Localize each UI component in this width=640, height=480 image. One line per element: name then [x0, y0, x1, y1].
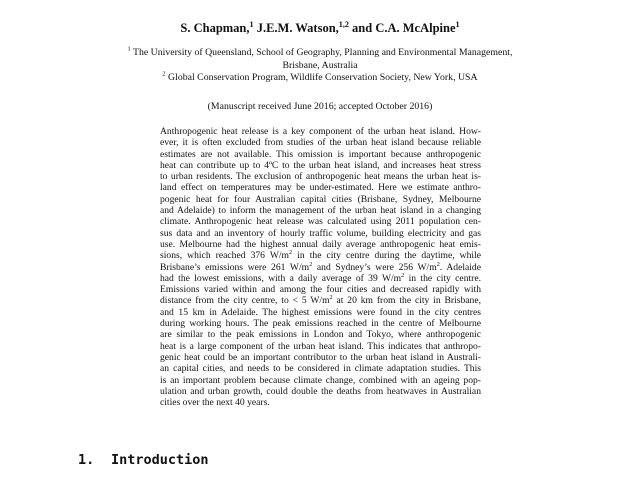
author-watson: J.E.M. Watson,	[253, 21, 339, 35]
unit-exponent: 2	[289, 249, 293, 257]
affiliation-1	[0, 46, 640, 72]
abstract-text: sions, which reached 376 W/m	[160, 250, 290, 262]
abstract-line: Anthropogenic heat release is a key component of the urban heat island. How-	[160, 126, 481, 137]
affiliation-1-line-1: The University of Queensland, School of Geography, Planning and Environmental Management,	[130, 47, 513, 58]
abstract-line	[160, 262, 481, 273]
abstract-line: ulation and urban growth, could double the deaths from heatwaves in Australian	[160, 385, 481, 397]
abstract-text: . Adelaide	[439, 261, 481, 273]
unit-exponent: 2	[436, 260, 440, 268]
abstract-line: and 15 km in Adelaide. The highest emissions were found in the city centres	[160, 306, 481, 318]
abstract-line: during working hours. The peak emissions reached in the centre of Melbourne	[160, 318, 481, 330]
affiliation-2-text: Global Conservation Program, Wildlife Conservation Society, New York, USA	[165, 72, 478, 83]
section-title: Introduction	[111, 452, 209, 468]
abstract-line: sus data and an inventory of hourly traffic volume, building electricity and gas	[160, 227, 481, 239]
abstract-line: pogenic heat for four Australian capital cities (Brisbane, Sydney, Melbourne	[160, 193, 481, 205]
abstract-line: ever, it is often excluded from studies of the urban heat island because reliable	[160, 137, 481, 149]
abstract-text: and Sydney’s were 256 W/m	[312, 261, 437, 273]
abstract-line	[160, 250, 481, 261]
abstract-line	[160, 295, 481, 306]
section-number: 1.	[78, 452, 95, 468]
abstract	[160, 126, 481, 408]
abstract-text: at 20 km from the city in Brisbane,	[332, 295, 482, 307]
author-watson-affiliation-mark: 1,2	[338, 19, 349, 29]
affiliation-1-line-2: Brisbane, Australia	[282, 60, 358, 71]
abstract-line: an capital cities, and needs to be considered in climate adaptation studies. This	[160, 363, 481, 375]
unit-exponent: 2	[309, 260, 313, 268]
abstract-line: Emissions varied within and among the four cities and decreased rapidly with	[160, 284, 481, 296]
author-mcalpine: and C.A. McAlpine	[348, 21, 456, 35]
abstract-line: heat is a large component of the urban heat island. This indicates that anthropo-	[160, 340, 481, 352]
author-chapman-affiliation-mark: 1	[249, 19, 254, 29]
unit-exponent: 2	[401, 271, 405, 279]
author-list	[0, 20, 640, 36]
abstract-line	[160, 273, 481, 284]
abstract-line: estimates are not available. This omission is important because anthropogenic	[160, 148, 481, 160]
author-chapman: S. Chapman,	[180, 21, 250, 35]
affiliation-1-mark: 1	[127, 45, 131, 53]
abstract-line: genic heat could be an important contributor to the urban heat island in Australi-	[160, 351, 481, 363]
affiliation-2	[0, 71, 640, 84]
abstract-line: cities over the next 40 years.	[160, 397, 270, 409]
unit-exponent: 2	[329, 294, 333, 302]
abstract-text: Brisbane’s emissions were 261 W/m	[160, 261, 310, 273]
abstract-line: to urban residents. The exclusion of anthropogenic heat means the urban heat is-	[160, 171, 481, 183]
abstract-text: in the city centre during the daytime, while	[292, 250, 481, 262]
abstract-line: land effect on temperatures may be under-estimated. Here we estimate anthro-	[160, 182, 481, 194]
abstract-text: in the city centre.	[404, 272, 482, 284]
author-mcalpine-affiliation-mark: 1	[455, 19, 460, 29]
manuscript-dates: (Manuscript received June 2016; accepted October 2016)	[207, 101, 433, 112]
abstract-text: had the lowest emissions, with a daily average of 39 W/m	[160, 272, 402, 284]
abstract-line: are similar to the peak emissions in London and Tokyo, where anthropogenic	[160, 329, 481, 341]
section-heading	[78, 452, 209, 468]
abstract-line: heat can contribute up to 4ºC to the urban heat island, and increases heat stress	[160, 159, 481, 171]
abstract-text: distance from the city centre, to < 5 W/m	[160, 295, 330, 307]
abstract-line: climate. Anthropogenic heat release was calculated using 2011 population cen-	[160, 216, 481, 228]
abstract-line: use. Melbourne had the highest annual daily average anthropogenic heat emis-	[160, 238, 481, 250]
abstract-line: is an important problem because climate change, combined with an ageing pop-	[160, 374, 481, 386]
abstract-line: and Adelaide) to inform the management of the urban heat island in a changing	[160, 205, 481, 217]
affiliation-2-mark: 2	[162, 70, 166, 78]
